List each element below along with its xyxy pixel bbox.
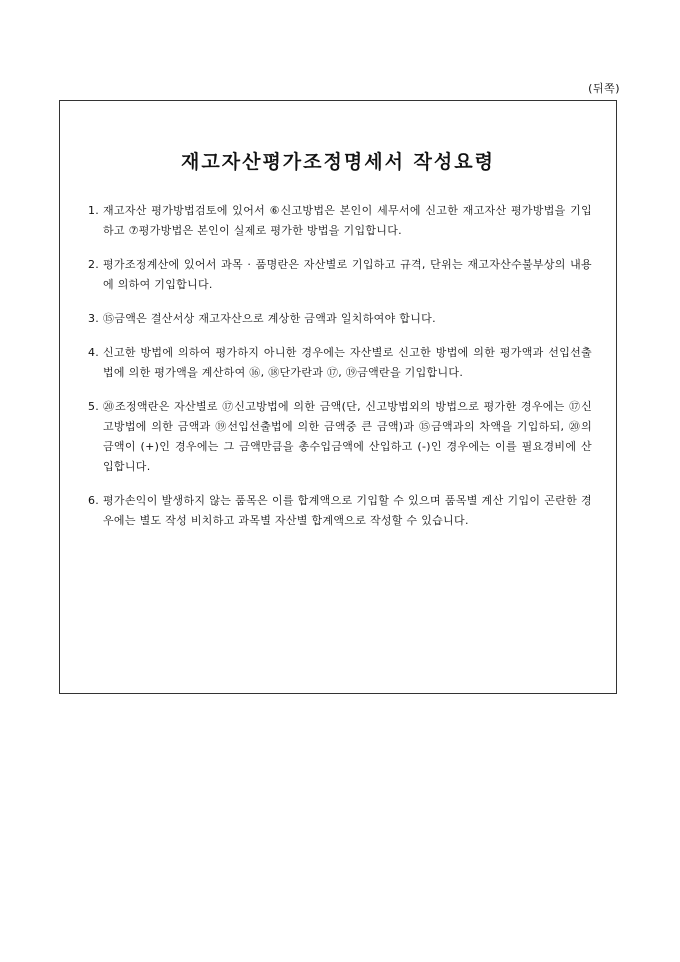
instruction-item-5 bbox=[88, 397, 592, 477]
instruction-item-3 bbox=[88, 309, 592, 329]
instruction-number: 5. bbox=[88, 400, 100, 413]
instruction-number: 6. bbox=[88, 494, 100, 507]
instruction-text: ⑳조정액란은 자산별로 ⑰신고방법에 의한 금액(단, 신고방법외의 방법으로 평가한 경우에는 ⑰신고방법에 의한 금액과 ⑲선입선출법에 의한 금액중 큰 금액)과 ⑮금액과의 차액을 기입하되, ⑳의 금액이 (+)인 경우에는 그 금액만큼을 총수입금액에 산입하고 (-)인 경우에는 이를 필요경비에 산입합니다. bbox=[103, 400, 592, 473]
instruction-text: 신고한 방법에 의하여 평가하지 아니한 경우에는 자산별로 신고한 방법에 의한 평가액과 선입선출법에 의한 평가액을 계산하여 ⑯, ⑱단가란과 ⑰, ⑲금액란을 기입합니다. bbox=[103, 346, 592, 379]
instruction-text: 평가손익이 발생하지 않는 품목은 이를 합계액으로 기입할 수 있으며 품목별 계산 기입이 곤란한 경우에는 별도 작성 비치하고 과목별 자산별 합계액으로 작성할 수 있습니다. bbox=[103, 494, 592, 527]
instruction-number: 3. bbox=[88, 312, 100, 325]
instruction-list bbox=[88, 201, 592, 545]
instruction-number: 1. bbox=[88, 204, 100, 217]
document-title: 재고자산평가조정명세서 작성요령 bbox=[181, 151, 495, 173]
instruction-text: 평가조정계산에 있어서 과목 · 품명란은 자산별로 기입하고 규격, 단위는 재고자산수불부상의 내용에 의하여 기입합니다. bbox=[103, 258, 592, 291]
instruction-item-2 bbox=[88, 255, 592, 295]
page-side-label: (뒤쪽) bbox=[588, 82, 620, 95]
instructions-frame bbox=[59, 100, 617, 694]
instruction-text: 재고자산 평가방법검토에 있어서 ⑥신고방법은 본인이 세무서에 신고한 재고자산 평가방법을 기입하고 ⑦평가방법은 본인이 실제로 평가한 방법을 기입합니다. bbox=[103, 204, 592, 237]
instruction-item-4 bbox=[88, 343, 592, 383]
instruction-item-6 bbox=[88, 491, 592, 531]
instruction-number: 4. bbox=[88, 346, 100, 359]
instruction-item-1 bbox=[88, 201, 592, 241]
instruction-number: 2. bbox=[88, 258, 100, 271]
instruction-text: ⑮금액은 결산서상 재고자산으로 계상한 금액과 일치하여야 합니다. bbox=[103, 312, 436, 325]
